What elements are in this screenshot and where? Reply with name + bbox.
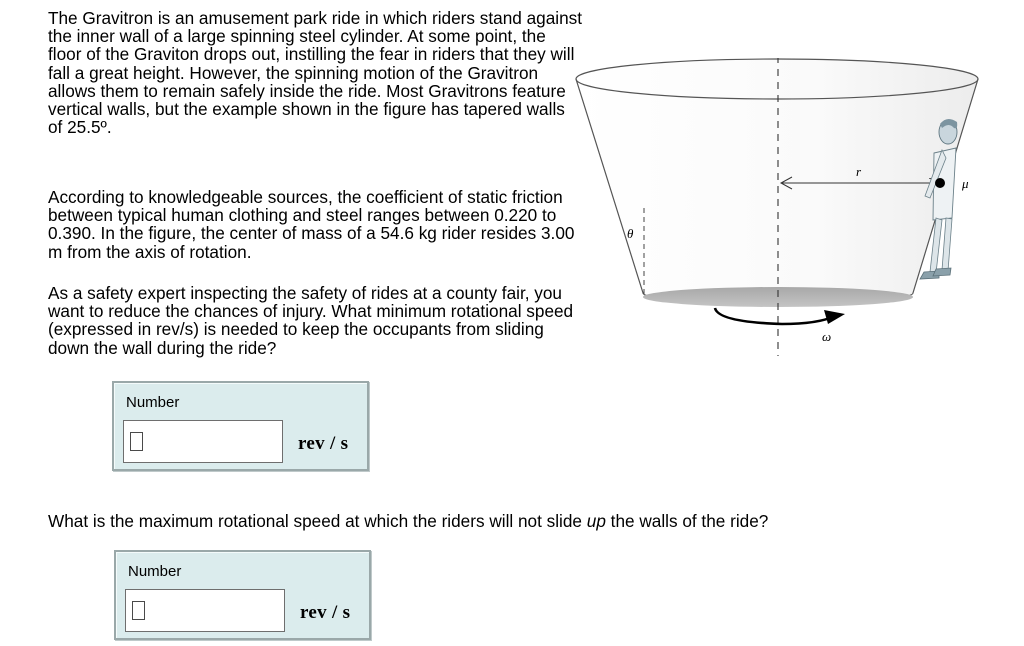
omega-label: ω	[822, 329, 832, 344]
answer-2-unit: rev / s	[300, 602, 351, 623]
answer-2-label: Number	[128, 563, 182, 580]
problem-paragraph-1: The Gravitron is an amusement park ride in which riders stand against the inner wall of a large spinning steel cylinder. At some point, the floor of the Graviton drops out, instilling the fear in riders that they will fall a great height. However, the spinning motion of the Gravitron allows them to remain safely inside the ride. Most Gravitrons feature vertical walls, but the example shown in the figure has tapered walls of 25.5º.	[48, 8, 583, 138]
answer-2-input[interactable]	[125, 589, 285, 632]
center-of-mass-dot	[935, 178, 945, 188]
question-2-text-before: What is the maximum rotational speed at which the riders will not slide	[48, 511, 587, 531]
question-2-text-after: the walls of the ride?	[605, 511, 769, 531]
rotation-arrow-icon	[715, 308, 845, 324]
friction-label: μ	[962, 176, 969, 191]
question-2-emphasis: up	[586, 511, 606, 531]
answer-1-unit: rev / s	[298, 433, 349, 454]
answer-box-2	[114, 550, 371, 640]
radius-label: r	[856, 164, 862, 179]
answer-box-1	[112, 381, 369, 471]
answer-1-input[interactable]	[123, 420, 283, 463]
angle-label: θ	[627, 226, 634, 241]
gravitron-figure	[570, 58, 990, 368]
problem-paragraph-2: According to knowledgeable sources, the coefficient of static friction between typical human clothing and steel ranges between 0.220 to 0.390. In the figure, the center of mass of a 54.6 kg rider resides 3.00 m from the axis of rotation.	[48, 187, 575, 262]
answer-1-label: Number	[126, 394, 180, 411]
question-2	[48, 511, 768, 531]
problem-paragraph-3: As a safety expert inspecting the safety of rides at a county fair, you want to reduce the chances of injury. What minimum rotational speed (expressed in rev/s) is needed to keep the occupants from sliding down the wall during the ride?	[48, 283, 574, 358]
